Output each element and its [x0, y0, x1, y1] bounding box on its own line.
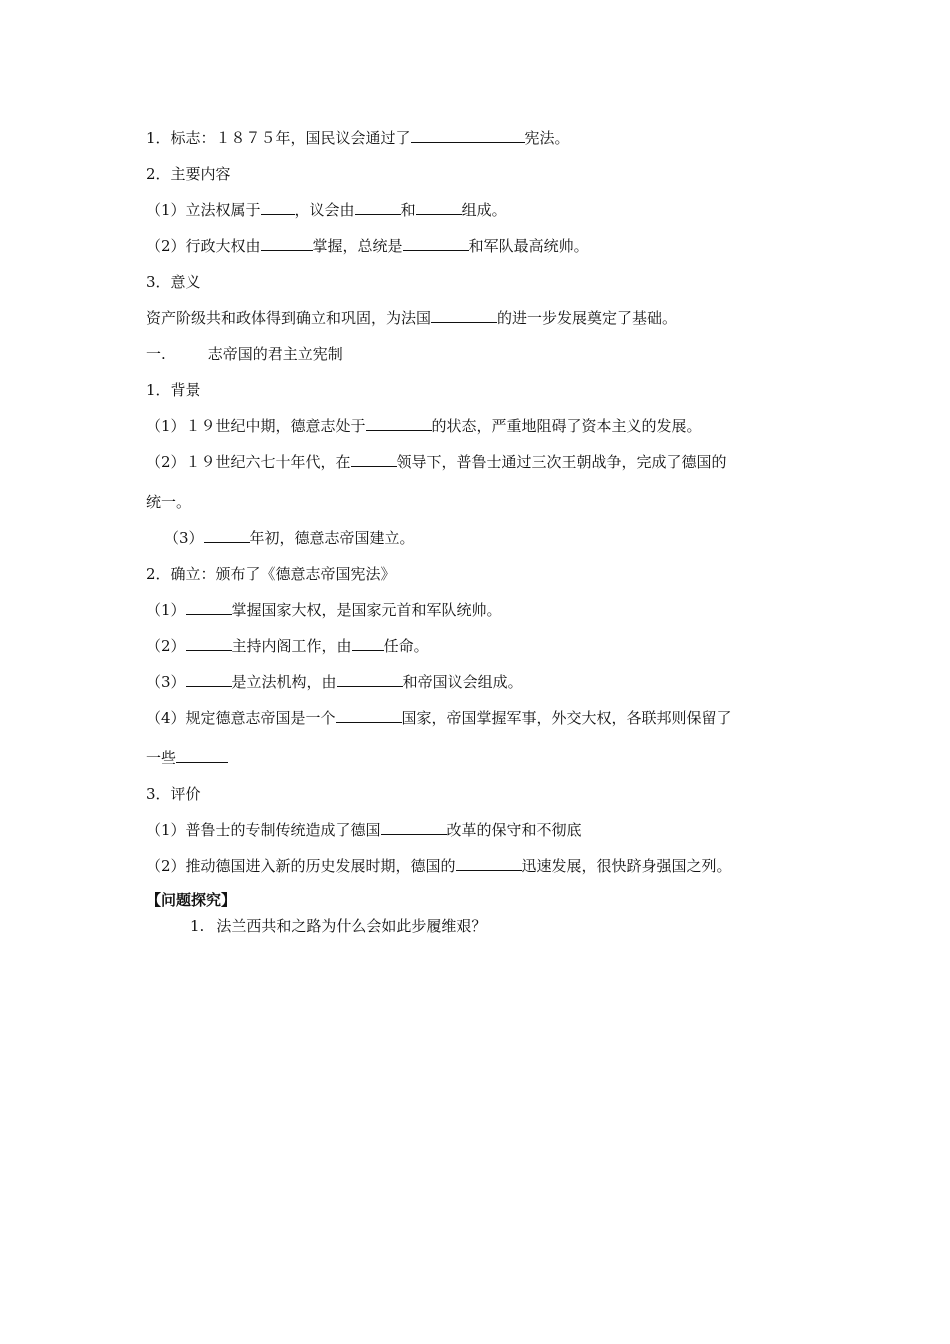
text: 改革的保守和不彻底	[446, 821, 582, 839]
blank[interactable]	[186, 600, 232, 615]
question-text: 法兰西共和之路为什么会如此步履维艰？	[216, 917, 487, 935]
text: （1）普鲁士的专制传统造成了德国	[146, 821, 381, 839]
line-background-3	[164, 528, 415, 548]
question-number: 1.	[190, 917, 205, 935]
blank[interactable]	[366, 416, 432, 431]
text: 主持内阁工作，由	[231, 637, 352, 655]
line-marker	[146, 128, 570, 148]
text: （3）	[146, 673, 186, 691]
heading-inquiry: 【问题探究】	[146, 891, 237, 909]
text: （4）规定德意志帝国是一个	[146, 709, 336, 727]
blank[interactable]	[204, 528, 250, 543]
text: 1．标志：１８７５年，国民议会通过了	[146, 129, 411, 147]
blank[interactable]	[336, 708, 402, 723]
blank[interactable]	[431, 308, 497, 323]
heading-establishment: 2．确立：颁布了《德意志帝国宪法》	[146, 565, 396, 583]
line-executive	[146, 236, 589, 256]
blank[interactable]	[261, 236, 313, 251]
text: （1）	[146, 601, 186, 619]
blank[interactable]	[186, 636, 232, 651]
text: 掌握国家大权，是国家元首和军队统帅。	[231, 601, 502, 619]
heading-evaluation: 3．评价	[146, 785, 201, 803]
text: 一些	[146, 749, 177, 767]
text: （2）推动德国进入新的历史发展时期，德国的	[146, 857, 456, 875]
text: 组成。	[461, 201, 507, 219]
blank[interactable]	[403, 236, 469, 251]
text: 国家，帝国掌握军事，外交大权，各联邦则保留了	[401, 709, 732, 727]
line-background-1	[146, 416, 702, 436]
line-establish-3	[146, 672, 523, 692]
blank[interactable]	[352, 636, 384, 651]
line-background-2-cont: 统一。	[146, 493, 192, 511]
blank[interactable]	[411, 128, 525, 143]
text: （1）１９世纪中期，德意志处于	[146, 417, 366, 435]
blank[interactable]	[456, 856, 522, 871]
section-title: 志帝国的君主立宪制	[207, 345, 343, 363]
heading-significance: 3．意义	[146, 273, 201, 291]
text: 和帝国议会组成。	[402, 673, 523, 691]
blank[interactable]	[351, 452, 397, 467]
text: （1）立法权属于	[146, 201, 261, 219]
text: （2）１９世纪六七十年代，在	[146, 453, 351, 471]
inquiry-question-1	[190, 916, 486, 936]
line-establish-4	[146, 708, 732, 728]
line-significance	[146, 308, 677, 328]
section-heading-germany	[146, 344, 343, 364]
text: 宪法。	[524, 129, 570, 147]
text: 领导下，普鲁士通过三次王朝战争，完成了德国的	[396, 453, 727, 471]
text: 是立法机构，由	[231, 673, 337, 691]
section-number: 一.	[146, 345, 166, 363]
text: ，议会由	[294, 201, 355, 219]
line-evaluation-1	[146, 820, 582, 840]
blank[interactable]	[337, 672, 403, 687]
blank[interactable]	[416, 200, 462, 215]
blank[interactable]	[176, 748, 228, 763]
line-evaluation-2	[146, 856, 732, 876]
line-legislative	[146, 200, 507, 220]
text: 和军队最高统帅。	[468, 237, 589, 255]
text: （2）	[146, 637, 186, 655]
blank[interactable]	[186, 672, 232, 687]
blank[interactable]	[355, 200, 401, 215]
line-establish-2	[146, 636, 429, 656]
text: 和	[400, 201, 416, 219]
text: 的状态，严重地阻碍了资本主义的发展。	[431, 417, 702, 435]
text: （3）	[164, 529, 204, 547]
text: 的进一步发展奠定了基础。	[497, 309, 678, 327]
text: 年初，德意志帝国建立。	[249, 529, 415, 547]
line-background-2	[146, 452, 727, 472]
blank[interactable]	[261, 200, 295, 215]
text: 掌握，总统是	[312, 237, 403, 255]
line-establish-1	[146, 600, 502, 620]
blank[interactable]	[381, 820, 447, 835]
text: 任命。	[383, 637, 429, 655]
text: （2）行政大权由	[146, 237, 261, 255]
text: 资产阶级共和政体得到确立和巩固，为法国	[146, 309, 432, 327]
text: 迅速发展，很快跻身强国之列。	[521, 857, 732, 875]
line-establish-4-cont	[146, 748, 228, 768]
heading-background: 1．背景	[146, 381, 201, 399]
heading-main-content: 2．主要内容	[146, 165, 231, 183]
